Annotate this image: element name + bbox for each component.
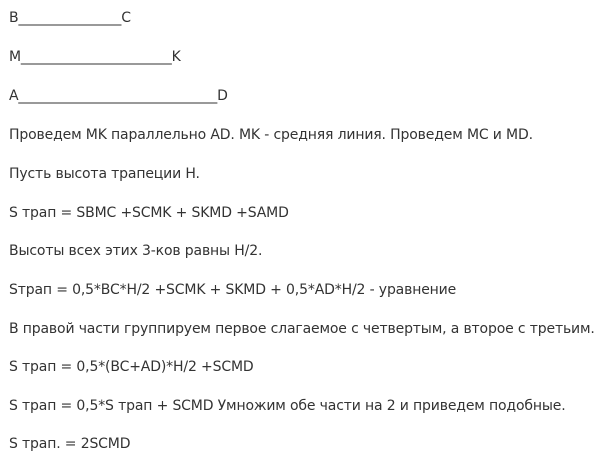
area-sum-formula: S трап = SBMC +SCMK + SKMD +SAMD [9,205,289,221]
multiply-text: S трап = 0,5*S трап + SCMD Умножим обе части на 2 и приведем подобные. [9,398,566,414]
height-text: Пусть высота трапеции H. [9,166,200,182]
heights-text: Высоты всех этих 3-ков равны H/2. [9,243,263,259]
result-formula: S трап. = 2SCMD [9,436,131,452]
construction-text: Проведем MK параллельно AD. MK - средняя линия. Проведем MC и MD. [9,127,533,143]
area-equation: Sтрап = 0,5*BC*H/2 +SCMK + SKMD + 0,5*AD*H/2 - уравнение [9,282,457,298]
diagram-line-bc: B_______________C [9,10,131,26]
grouping-text: В правой части группируем первое слагаемое с четвертым, а второе с третьим. [9,321,595,337]
grouped-formula: S трап = 0,5*(BC+AD)*H/2 +SCMD [9,359,254,375]
diagram-line-mk: M______________________K [9,49,181,65]
diagram-line-ad: A_____________________________D [9,88,228,104]
